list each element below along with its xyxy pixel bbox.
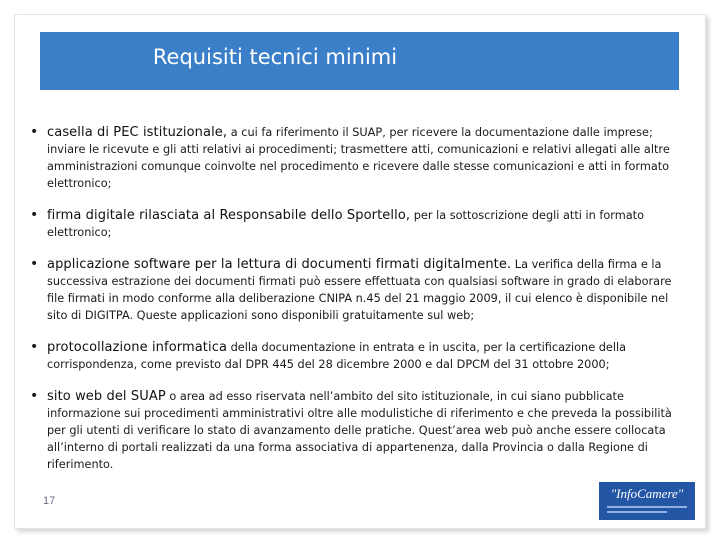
slide-title: Requisiti tecnici minimi [152,45,398,69]
bullet-text: o area ad esso riservata nell’ambito del sito istituzionale, in cui siano pubblicate informazione sui procedimenti amministrativi oltre alle modulistiche di riferimento e che preveda la possibilità per gli utenti di verificare lo stato di avanzamento delle pratiche. Quest’area web può anche essere collocata all’interno di portali realizzati da una forma associativa di appartenenza, dalla Provincia o dalla Regione di riferimento. [47,390,672,471]
bullet-lead: firma digitale rilasciata al Responsabile dello Sportello, [47,208,411,223]
bullet-dot-icon: • [30,207,39,223]
bullet-dot-icon: • [30,124,39,140]
logo-tagline-line [607,506,687,508]
bullet-lead: sito web del SUAP [47,389,166,404]
bullet-item-software [30,256,680,324]
bullet-lead: protocollazione informatica [47,340,228,355]
logo-tagline-line [607,511,667,513]
bullet-dot-icon: • [30,339,39,355]
bullet-text: La verifica della firma e la successiva estrazione dei documenti firmati può essere effettuata con qualsiasi software in grado di elaborare file firmati in modo conforme alla deliberazione CNIPA n.45 del 21 maggio 2009, il cui elenco è disponibile nel sito di DIGITPA. Queste applicazioni sono disponibili gratuitamente sul web; [47,258,672,322]
bullet-lead: applicazione software per la lettura di documenti firmati digitalmente. [47,257,512,272]
bullet-list [30,124,680,488]
bullet-lead: casella di PEC istituzionale, [47,125,228,140]
bullet-dot-icon: • [30,388,39,404]
bullet-text: della documentazione in entrata e in uscita, per la certificazione della corrispondenza, come previsto dal DPR 445 del 28 dicembre 2000 e dal DPCM del 31 ottobre 2000; [47,341,627,371]
logo-text: "InfoCamere" [610,486,684,501]
bullet-item-pec [30,124,680,192]
bullet-dot-icon: • [30,256,39,272]
title-bar [40,32,679,90]
page-number: 17 [43,495,56,507]
bullet-text: per la sottoscrizione degli atti in formato elettronico; [47,209,645,239]
bullet-item-protocollazione [30,339,680,373]
bullet-item-firma [30,207,680,241]
infocamere-logo [599,482,695,520]
bullet-text: a cui fa riferimento il SUAP, per ricevere la documentazione dalle imprese; inviare le ricevute e gli atti relativi ai procedimenti; trasmettere atti, comunicazioni e relativi allegati alle altre amministrazioni comunque coinvolte nel procedimento e ricevere dalle stesse comunicazioni e atti in formato elettronico; [47,126,670,190]
bullet-item-sito-web [30,388,680,473]
